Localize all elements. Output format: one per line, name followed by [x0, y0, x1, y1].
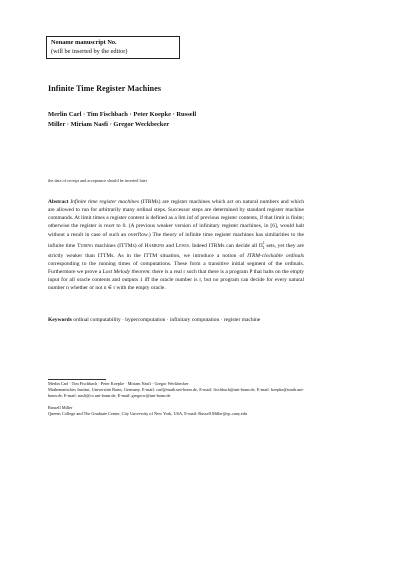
abstract-text: sets, yet they are strictly weaker than ITTMs. As in the ITTM situation, we introduce a notion of [48, 242, 304, 259]
abstract-text: : there is a real r such that there is a program P that halts on the empty input for all oracle contents and outputs 1 iff the oracle number is r, but no program can decide for every natural number n whether or not n ∈ r with the empty oracle. [48, 269, 304, 292]
abstract [48, 198, 304, 293]
keywords-heading: Keywords [48, 317, 72, 323]
abstract-term-lost-melody: Lost Melody theorem [102, 269, 150, 276]
abstract-name-hamkins: Hamkins [144, 242, 165, 249]
abstract-text: to 0. (A previous weaker version of infinitary register machines, in [6], would halt without a result in case of such an overflow.) The theory of infinite time register machines has similarities to the infinite time [48, 223, 304, 249]
abstract-text: and [164, 242, 176, 249]
keywords-text: ordinal computability · hypercomputation · infinitary computation · register machine [71, 317, 261, 323]
author-list: Merlin Carl · Tim Fischbach · Peter Koepke · Russell Miller · Miriam Nasfi · Gregor Weckbecker [48, 111, 197, 128]
author-affiliations [48, 381, 304, 417]
abstract-name-turing: Turing [77, 242, 94, 249]
receipt-note: the date of receipt and acceptance should be inserted later [48, 178, 148, 183]
pi-subscript: 1 [262, 245, 265, 250]
affiliation-bonn: Mathematisches Institut, Universität Bonn, Germany, E-mail: carl@math.uni-bonn.de, E-mail: fischbach@uni-bonn.de, E-mail: koepke@math.uni-bonn.de, E-mail: nasfi@cs.uni-bonn.de, E-mail: gregorw@uni-bonn.de [48, 387, 304, 399]
abstract-name-lewis: Lewis [175, 242, 189, 249]
keywords [48, 316, 304, 324]
pi-superscript: 1 [262, 240, 265, 245]
manuscript-number-box [46, 36, 180, 59]
abstract-text: . Indeed ITRMs can decide all Π [188, 242, 263, 249]
abstract-term-reset: reset [103, 223, 115, 230]
abstract-heading: Abstract [48, 199, 69, 205]
affiliation-cuny: Queens College and The Graduate Center, City University of New York, USA, E-mail: Russell.Miller@qc.cuny.edu [48, 410, 248, 416]
abstract-term-itrm: Infinite time register machines [70, 199, 139, 205]
abstract-text: machines (ITTMs) of [93, 242, 145, 249]
affiliation-authors-bonn: Merlin Carl · Tim Fischbach · Peter Koepke · Miriam Nasfi · Gregor Weckbecker [48, 381, 189, 386]
abstract-term-clockable: ITRM-clockable ordinals [247, 252, 304, 259]
abstract-text: (ITRMs) are register machines which act on natural numbers and which are allowed to run for arbitrarily many ordinal steps. Successor steps are determined by standard register machine commands. At limit times a register content is defined as a lim inf of previous register contents, if that limit is finite; otherwise the register is [48, 199, 304, 230]
manuscript-number-label: Noname manuscript No. [51, 39, 117, 46]
editor-note: (will be inserted by the editor) [51, 47, 128, 55]
affiliation-authors-cuny: Russell Miller [48, 404, 73, 410]
footnote-rule [48, 379, 106, 380]
paper-title: Infinite Time Register Machines [48, 84, 162, 93]
abstract-text: corresponding to the running times of computations. These form a transitive initial segment of the ordinals. Furthermore we prove a [48, 261, 304, 276]
